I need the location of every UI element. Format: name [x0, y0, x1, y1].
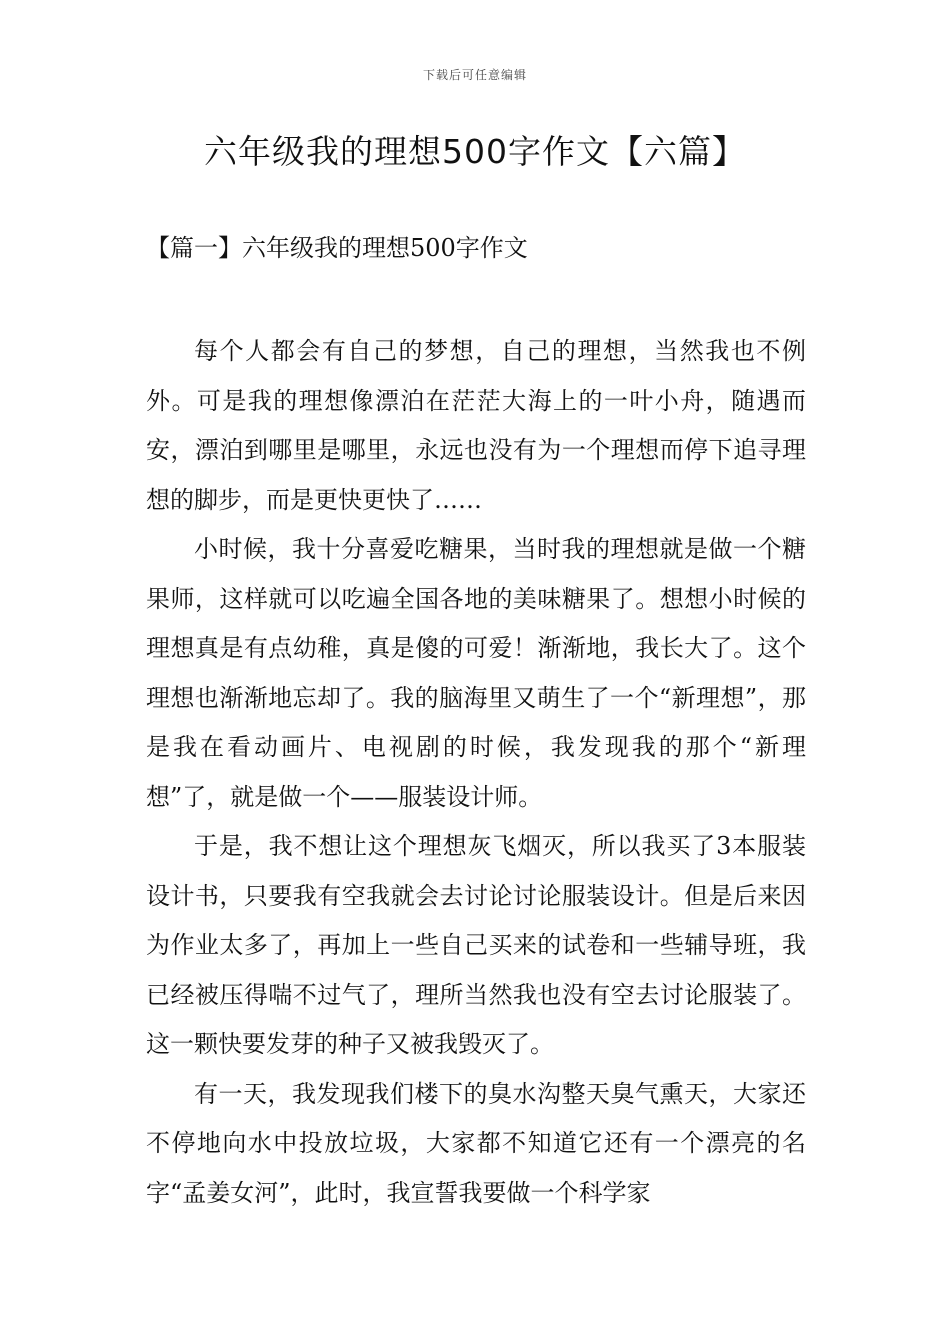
header-note: 下载后可任意编辑 [422, 68, 527, 82]
paragraph: 每个人都会有自己的梦想，自己的理想，当然我也不例外。可是我的理想像漂泊在茫茫大海上的一叶小舟，随遇而安，漂泊到哪里是哪里，永远也没有为一个理想而停下追寻理想的脚步，而是更快更快了…… [146, 337, 806, 514]
section-heading: 【篇一】六年级我的理想500字作文 [146, 234, 528, 262]
document-title: 六年级我的理想500字作文【六篇】 [204, 132, 746, 171]
paragraph: 有一天，我发现我们楼下的臭水沟整天臭气熏天，大家还不停地向水中投放垃圾，大家都不知道它还有一个漂亮的名字“孟姜女河”，此时，我宣誓我要做一个科学家 [146, 1079, 806, 1207]
paragraph: 小时候，我十分喜爱吃糖果，当时我的理想就是做一个糖果师，这样就可以吃遍全国各地的美味糖果了。想想小时候的理想真是有点幼稚，真是傻的可爱！渐渐地，我长大了。这个理想也渐渐地忘却了。我的脑海里又萌生了一个“新理想”，那是我在看动画片、电视剧的时候，我发现我的那个“新理想”了，就是做一个——服装设计师。 [146, 535, 806, 811]
paragraph: 于是，我不想让这个理想灰飞烟灭，所以我买了3本服装设计书，只要我有空我就会去讨论讨论服装设计。但是后来因为作业太多了，再加上一些自己买来的试卷和一些辅导班，我已经被压得喘不过气了，理所当然我也没有空去讨论服装了。这一颗快要发芽的种子又被我毁灭了。 [146, 832, 806, 1058]
article-body [146, 327, 806, 1218]
